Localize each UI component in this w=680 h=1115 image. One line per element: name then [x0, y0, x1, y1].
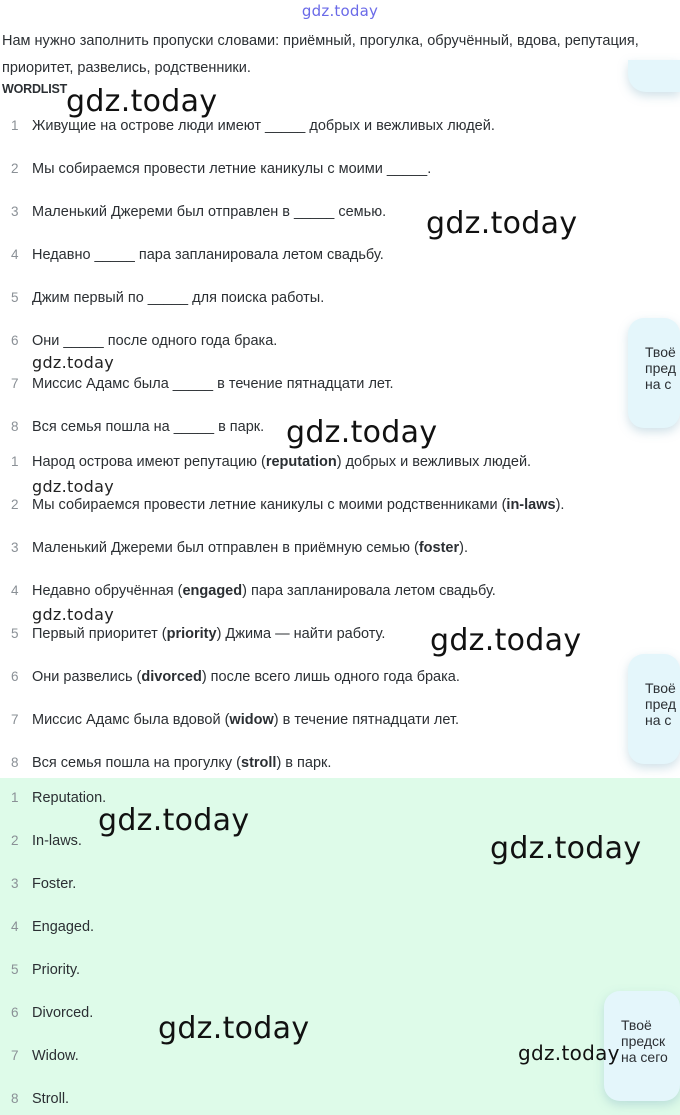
answer-text: Divorced.	[32, 1005, 94, 1021]
watermark: gdz.today	[32, 353, 114, 372]
item-text-after: ) пара запланировала летом свадьбу.	[242, 583, 496, 599]
item-text: Миссис Адамс была _____ в течение пятнадцати лет.	[32, 376, 394, 392]
item-text-after: ) в парк.	[276, 755, 332, 771]
item-number: 7	[11, 1048, 19, 1063]
watermark: gdz.today	[158, 1011, 310, 1046]
item-number: 3	[11, 540, 19, 555]
item-number: 1	[11, 454, 19, 469]
answer-text: In-laws.	[32, 833, 82, 849]
promo-bubble-top[interactable]	[628, 60, 680, 92]
item-number: 3	[11, 876, 19, 891]
watermark: gdz.today	[518, 1041, 620, 1065]
item-number: 7	[11, 376, 19, 391]
promo-bubble-text: Твоё пред на с	[645, 680, 677, 728]
item-text-before: Миссис Адамс была вдовой (	[32, 712, 230, 728]
english-term: divorced	[141, 669, 202, 685]
item-text-after: ) Джима — найти работу.	[216, 626, 386, 642]
item-text: Маленький Джереми был отправлен в _____ семью.	[32, 204, 387, 220]
item-text: Живущие на острове люди имеют _____ добрых и вежливых людей.	[32, 118, 495, 134]
promo-bubble[interactable]	[628, 654, 680, 764]
item-text: Недавно _____ пара запланировала летом свадьбу.	[32, 247, 384, 263]
promo-bubble[interactable]	[628, 318, 680, 428]
item-text-after: ) после всего лишь одного года брака.	[201, 669, 460, 685]
item-number: 8	[11, 419, 19, 434]
item-text-before: Народ острова имеют репутацию (	[32, 454, 266, 470]
watermark: gdz.today	[32, 477, 114, 496]
item-text-after: ).	[555, 497, 565, 513]
item-number: 6	[11, 669, 19, 684]
answer-text: Stroll.	[32, 1091, 70, 1107]
item-text-before: Недавно обручённая (	[32, 583, 183, 599]
item-number: 1	[11, 790, 19, 805]
answer-text: Foster.	[32, 876, 77, 892]
item-number: 4	[11, 247, 19, 262]
watermark: gdz.today	[66, 84, 218, 119]
item-text-before: Маленький Джереми был отправлен в приёмную семью (	[32, 540, 419, 556]
header-watermark: gdz.today	[301, 2, 379, 20]
item-text-before: Первый приоритет (	[32, 626, 167, 642]
answer-text: Engaged.	[32, 919, 95, 935]
item-number: 4	[11, 919, 19, 934]
task-intro: Нам нужно заполнить пропуски словами: приёмный, прогулка, обручённый, вдова, репутация, приоритет, развелись, родственники.	[2, 33, 639, 76]
watermark: gdz.today	[98, 803, 250, 838]
watermark: gdz.today	[32, 605, 114, 624]
wordlist-title: WORDLIST	[2, 82, 68, 96]
item-number: 4	[11, 583, 19, 598]
watermark: gdz.today	[490, 831, 642, 866]
english-term: stroll	[241, 755, 277, 771]
answer-text: Widow.	[32, 1048, 79, 1064]
item-number: 8	[11, 755, 19, 770]
item-number: 7	[11, 712, 19, 727]
english-term: in-laws	[506, 497, 556, 513]
english-term: priority	[166, 626, 217, 642]
promo-bubble-text: Твоё предск на сего	[621, 1017, 668, 1065]
item-number: 3	[11, 204, 19, 219]
watermark: gdz.today	[426, 206, 578, 241]
item-text-after: ) в течение пятнадцати лет.	[273, 712, 460, 728]
item-number: 1	[11, 118, 19, 133]
item-number: 6	[11, 1005, 19, 1020]
watermark: gdz.today	[286, 415, 438, 450]
item-text-after: ) добрых и вежливых людей.	[336, 454, 532, 470]
item-number: 5	[11, 626, 19, 641]
item-text: Джим первый по _____ для поиска работы.	[32, 290, 325, 306]
item-number: 2	[11, 497, 19, 512]
item-number: 6	[11, 333, 19, 348]
promo-bubble-text: Твоё пред на с	[645, 344, 677, 392]
answer-text: Reputation.	[32, 790, 107, 806]
item-text: Вся семья пошла на _____ в парк.	[32, 419, 265, 435]
item-text-before: Мы собираемся провести летние каникулы с моими родственниками (	[32, 497, 507, 513]
item-text-after: ).	[459, 540, 468, 556]
item-number: 8	[11, 1091, 19, 1106]
english-term: engaged	[182, 583, 243, 599]
item-number: 2	[11, 161, 19, 176]
item-number: 5	[11, 290, 19, 305]
answer-text: Priority.	[32, 962, 81, 978]
item-text-before: Они развелись (	[32, 669, 142, 685]
english-term: foster	[418, 540, 460, 556]
watermark: gdz.today	[430, 623, 582, 658]
item-text: Они _____ после одного года брака.	[32, 333, 278, 349]
item-text-before: Вся семья пошла на прогулку (	[32, 755, 241, 771]
english-term: widow	[229, 712, 274, 728]
item-text: Мы собираемся провести летние каникулы с моими _____.	[32, 161, 432, 177]
item-number: 2	[11, 833, 19, 848]
english-term: reputation	[265, 454, 337, 470]
item-number: 5	[11, 962, 19, 977]
